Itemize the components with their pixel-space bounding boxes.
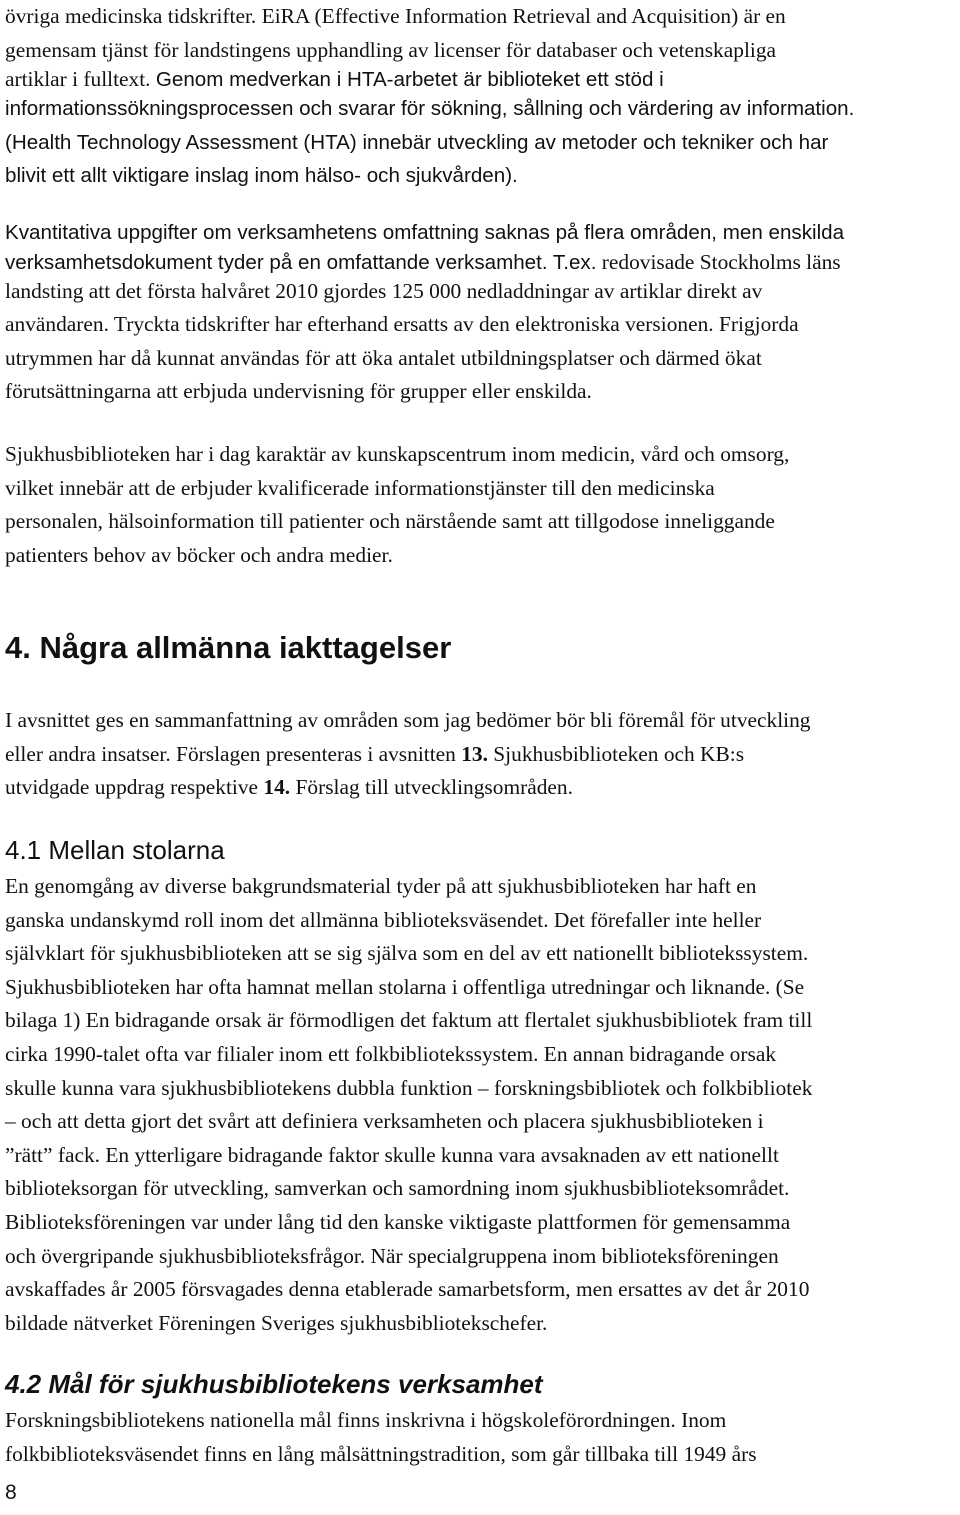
paragraph-kvantitativa (5, 216, 844, 409)
text-line: Sjukhusbiblioteken har i dag karaktär av kunskapscentrum inom medicin, vård och omsorg, (5, 442, 790, 466)
text-run: artiklar i fulltext. (5, 67, 156, 92)
text-line: avskaffades år 2005 försvagades denna etablerade samarbetsform, men ersattes av det år 2010 (5, 1277, 810, 1302)
text-line: bilaga 1) En bidragande orsak är förmodligen det faktum att flertalet sjukhusbibliotek fram till (5, 1008, 813, 1033)
text-line: bildade nätverket Föreningen Sveriges sjukhusbibliotekschefer. (5, 1310, 548, 1335)
text-line: I avsnittet ges en sammanfattning av områden som jag bedömer bör bli föremål för utveckling (5, 708, 811, 732)
section-reference: 14. (263, 775, 291, 800)
text-run: utvidgade uppdrag respektive (5, 775, 264, 800)
paragraph-kunskapscentrum (5, 438, 789, 572)
text-line: gemensam tjänst för landstingens upphandling av licenser för databaser och vetenskapliga (5, 37, 777, 62)
text-line: ganska undanskymd roll inom det allmänna biblioteksväsendet. Det förefaller inte heller (5, 907, 762, 932)
text-line: Biblioteksföreningen var under lång tid den kanske viktigaste plattformen för gemensamma (5, 1209, 791, 1234)
section-reference: 13. (461, 741, 488, 766)
paragraph-sammanfattning (5, 704, 810, 805)
text-line: ”rätt” fack. En ytterligare bidragande faktor skulle kunna vara avsaknaden av ett nationellt (5, 1142, 779, 1167)
text-line: patienters behov av böcker och andra medier. (5, 542, 393, 567)
text-run: redovisade Stockholms läns (596, 249, 841, 274)
text-line: folkbiblioteksväsendet finns en lång målsättningstradition, som går tillbaka till 1949 års (5, 1441, 757, 1466)
text-line: övriga medicinska tidskrifter. EiRA (Effective Information Retrieval and Acquisition) är en (5, 4, 786, 28)
section-heading-4-1: 4.1 Mellan stolarna (5, 835, 225, 865)
text-line: informationssökningsprocessen och svarar för sökning, sållning och värdering av information. (5, 97, 855, 121)
text-line: – och att detta gjort det svårt att definiera verksamheten och placera sjukhusbiblioteken i (5, 1109, 764, 1134)
text-line: (Health Technology Assessment (HTA) innebär utveckling av metoder och tekniker och har (5, 130, 829, 154)
text-line: förutsättningarna att erbjuda undervisning för grupper eller enskilda. (5, 379, 592, 404)
text-line (5, 67, 854, 92)
text-run: Sjukhusbiblioteken och KB:s (487, 741, 745, 766)
text-line (5, 738, 810, 772)
text-line: landsting att det första halvåret 2010 gjordes 125 000 nedladdningar av artiklar direkt av (5, 278, 763, 303)
text-line: Sjukhusbiblioteken har ofta hamnat mellan stolarna i offentliga utredningar och liknande. (Se (5, 974, 805, 999)
text-line: Kvantitativa uppgifter om verksamhetens omfattning saknas på flera områden, men enskilda (5, 221, 845, 244)
text-line: utrymmen har då kunnat användas för att öka antalet utbildningsplatser och därmed ökat (5, 345, 762, 370)
paragraph-eira-hta (5, 0, 854, 193)
text-run: eller andra insatser. Förslagen presenteras i avsnitten (5, 741, 462, 766)
text-line: personalen, hälsoinformation till patienter och närstående samt att tillgodose inneliggande (5, 509, 775, 534)
text-line: biblioteksorgan för utveckling, samverkan och samordning inom sjukhusbiblioteksområdet. (5, 1176, 790, 1201)
text-run: verksamhetsdokument tyder på en omfattande verksamhet. T.ex. (5, 250, 597, 274)
text-line (5, 250, 844, 275)
text-run: Förslag till utvecklingsområden. (290, 775, 573, 800)
text-line: självklart för sjukhusbiblioteken att se sig själva som en del av ett nationellt bibliotekssystem. (5, 941, 809, 966)
text-line: skulle kunna vara sjukhusbibliotekens dubbla funktion – forskningsbibliotek och folkbibliotek (5, 1075, 813, 1100)
section-heading-4-2: 4.2 Mål för sjukhusbibliotekens verksamhet (5, 1369, 543, 1399)
text-line: cirka 1990-talet ofta var filialer inom ett folkbibliotekssystem. En annan bidragande orsak (5, 1041, 777, 1066)
text-line: Forskningsbibliotekens nationella mål finns inskrivna i högskoleförordningen. Inom (5, 1408, 727, 1432)
text-line: vilket innebär att de erbjuder kvalificerade informationstjänster till den medicinska (5, 475, 715, 500)
text-line: blivit ett allt viktigare inslag inom hälso- och sjukvården). (5, 164, 518, 188)
section-heading-4: 4. Några allmänna iakttagelser (5, 630, 452, 665)
text-line: användaren. Tryckta tidskrifter har efterhand ersatts av den elektroniska versionen. Frigjorda (5, 312, 799, 337)
text-run: Genom medverkan i HTA-arbetet är biblioteket ett stöd i (155, 68, 664, 92)
text-line (5, 771, 810, 805)
paragraph-mellan-stolarna (5, 870, 812, 1340)
paragraph-nationella-mal (5, 1404, 757, 1471)
page-number: 8 (5, 1481, 17, 1504)
text-line: En genomgång av diverse bakgrundsmaterial tyder på att sjukhusbiblioteken har haft en (5, 874, 757, 898)
text-line: och övergripande sjukhusbiblioteksfrågor. När specialgruppena inom biblioteksföreningen (5, 1243, 779, 1268)
